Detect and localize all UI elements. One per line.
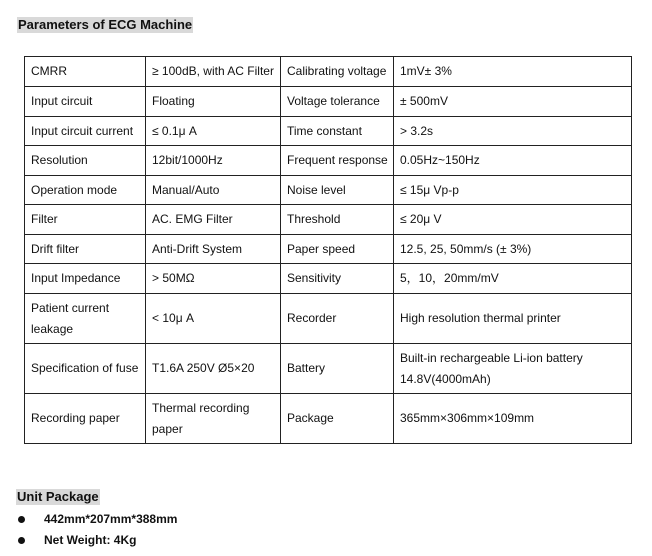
param-label: Input circuit [25,87,146,117]
param-value: 0.05Hz~150Hz [394,146,632,176]
unit-package-list [16,509,177,551]
param-value: 365mm×306mm×109mm [394,394,632,444]
param-label: Paper speed [281,235,394,264]
param-label: Battery [281,344,394,394]
param-label: Threshold [281,205,394,235]
param-value: 1mV± 3% [394,57,632,87]
param-label: Time constant [281,117,394,146]
param-value: > 3.2s [394,117,632,146]
param-label: Resolution [25,146,146,176]
param-label: Filter [25,205,146,235]
page-title: Parameters of ECG Machine [18,17,193,32]
table-row [25,205,632,235]
param-label: Calibrating voltage [281,57,394,87]
param-label: Voltage tolerance [281,87,394,117]
param-value: ≥ 100dB, with AC Filter [146,57,281,87]
param-label: Drift filter [25,235,146,264]
table-row [25,176,632,205]
table-row [25,57,632,87]
param-label: Input circuit current [25,117,146,146]
param-label: Recording paper [25,394,146,444]
parameters-table [24,56,632,444]
param-label: Package [281,394,394,444]
param-value: Thermal recording paper [146,394,281,444]
param-label: Specification of fuse [25,344,146,394]
param-value: ± 500mV [394,87,632,117]
table-row [25,344,632,394]
param-value: 12.5, 25, 50mm/s (± 3%) [394,235,632,264]
table-row [25,117,632,146]
unit-package-title: Unit Package [17,489,99,504]
package-weight: Net Weight: 4Kg [44,533,137,547]
list-item [16,509,177,530]
bullet-icon [18,516,25,523]
param-value: < 10μ A [146,294,281,344]
param-value: 5，10，20mm/mV [394,264,632,294]
table-row [25,294,632,344]
param-label: Noise level [281,176,394,205]
param-value: Manual/Auto [146,176,281,205]
table-row [25,87,632,117]
param-value: ≤ 0.1μ A [146,117,281,146]
param-label: Frequent response [281,146,394,176]
table-row [25,394,632,444]
param-value: Anti-Drift System [146,235,281,264]
param-value: ≤ 20μ V [394,205,632,235]
param-value: > 50MΩ [146,264,281,294]
param-value: 12bit/1000Hz [146,146,281,176]
list-item [16,530,177,551]
package-dimensions: 442mm*207mm*388mm [44,512,178,526]
table-row [25,146,632,176]
bullet-icon [18,537,25,544]
param-value: High resolution thermal printer [394,294,632,344]
param-value: Built-in rechargeable Li-ion battery 14.8V(4000mAh) [394,344,632,394]
param-value: T1.6A 250V Ø5×20 [146,344,281,394]
param-label: CMRR [25,57,146,87]
table-row [25,235,632,264]
table-row [25,264,632,294]
param-value: ≤ 15μ Vp-p [394,176,632,205]
param-label: Input Impedance [25,264,146,294]
param-value: Floating [146,87,281,117]
param-value: AC. EMG Filter [146,205,281,235]
param-label: Patient current leakage [25,294,146,344]
param-label: Recorder [281,294,394,344]
param-label: Operation mode [25,176,146,205]
param-label: Sensitivity [281,264,394,294]
